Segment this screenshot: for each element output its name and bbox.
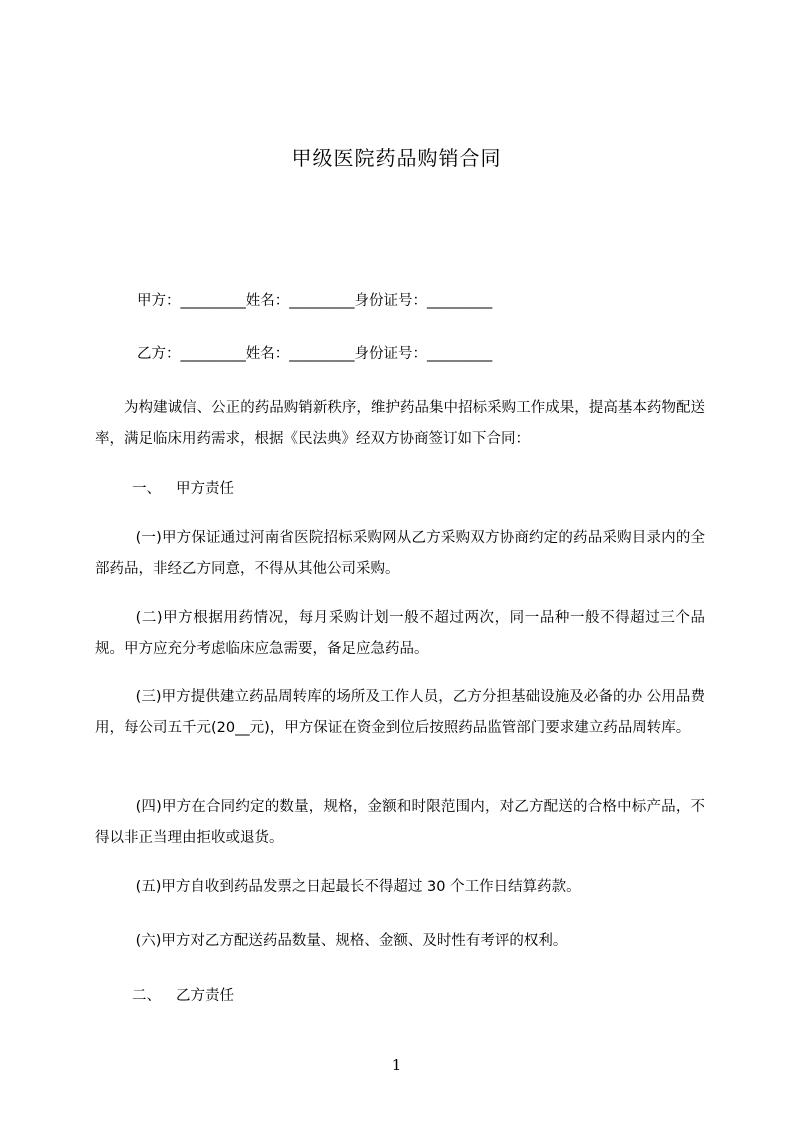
section-1-item: (四)甲方在合同约定的数量，规格，金额和时限范围内，对乙方配送的合格中标产品，不得以非正当理由拒收或退货。 [95,799,705,846]
section-1-item: (一)甲方保证通过河南省医院招标采购网从乙方采购双方协商约定的药品采购目录内的全部药品，非经乙方同意，不得从其他公司采购。 [95,530,705,577]
section-1-number: 一、 [132,481,161,497]
intro-paragraph: 为构建诚信、公正的药品购销新秩序，维护药品集中招标采购工作成果，提高基本药物配送率，满足临床用药需求，根据《民法典》经双方协商签订如下合同： [95,400,705,447]
section-2-title: 乙方责任 [176,988,234,1004]
section-1-item: (二)甲方根据用药情况，每月采购计划一般不超过两次，同一品种一般不得超过三个品规。甲方应充分考虑临床应急需要，备足应急药品。 [95,610,705,657]
section-1-title: 甲方责任 [176,481,234,497]
document-title: 甲级医院药品购销合同 [291,146,502,170]
page-number: 1 [391,1056,402,1074]
section-2-heading [132,985,234,1007]
party-a-line: 甲方：_________姓名：_________身份证号：_________ [137,293,493,309]
section-1-item: (三)甲方提供建立药品周转库的场所及工作人员，乙方分担基础设施及必备的办 公用品费用，每公司五千元(20__元)，甲方保证在资金到位后按照药品监管部门要求建立药品周转库。 [95,689,705,736]
section-1-item: (五)甲方自收到药品发票之日起最长不得超过 30 个工作日结算药款。 [135,879,581,895]
section-1-heading [132,478,234,500]
section-1-item: (六)甲方对乙方配送药品数量、规格、金额、及时性有考评的权利。 [135,933,568,949]
section-2-number: 二、 [132,988,161,1004]
party-b-line: 乙方：_________姓名：_________身份证号：_________ [137,346,493,362]
